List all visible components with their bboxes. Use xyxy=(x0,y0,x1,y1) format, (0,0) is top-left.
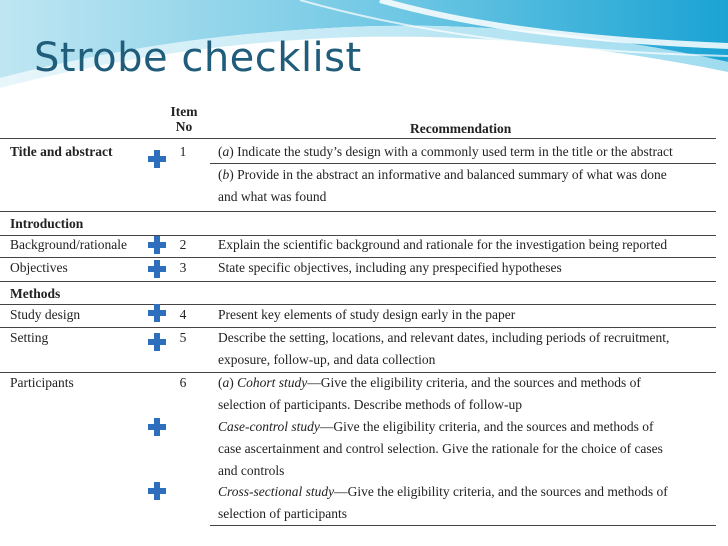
strobe-checklist-table xyxy=(0,100,728,546)
bottom-rule xyxy=(210,525,716,526)
recommendation-text: exposure, follow-up, and data collection xyxy=(218,352,436,367)
recommendation-text: Present key elements of study design early in the paper xyxy=(218,307,516,322)
item-number: 3 xyxy=(179,260,187,275)
plus-icon xyxy=(148,482,166,500)
recommendation-text: (b) Provide in the abstract an informative and balanced summary of what was done xyxy=(218,167,667,182)
recommendation-text: selection of participants xyxy=(218,506,347,521)
item-number: 6 xyxy=(179,375,187,390)
plus-icon xyxy=(148,260,166,278)
recommendation-text: State specific objectives, including any prespecified hypotheses xyxy=(218,260,562,275)
recommendation-text: Explain the scientific background and rationale for the investigation being reported xyxy=(218,237,668,252)
heading-methods: Methods xyxy=(10,286,61,301)
recommendation-text: (a) Indicate the study’s design with a commonly used term in the title or the abstract xyxy=(218,144,673,159)
col-header-no: No xyxy=(175,119,193,134)
item-number: 5 xyxy=(179,330,187,345)
section-background-rationale: Background/rationale xyxy=(10,237,127,252)
col-header-item: Item xyxy=(170,104,198,119)
item-number: 2 xyxy=(179,237,187,252)
section-setting: Setting xyxy=(10,330,49,345)
section-rule xyxy=(0,281,716,282)
heading-introduction: Introduction xyxy=(10,216,84,231)
item-number: 4 xyxy=(179,307,187,322)
recommendation-text: Case-control study—Give the eligibility criteria, and the sources and methods of xyxy=(218,419,654,434)
plus-icon xyxy=(148,236,166,254)
section-objectives: Objectives xyxy=(10,260,68,275)
recommendation-text: Cross-sectional study—Give the eligibility criteria, and the sources and methods of xyxy=(218,484,668,499)
plus-icon xyxy=(148,150,166,168)
plus-icon xyxy=(148,333,166,351)
slide-header xyxy=(0,0,728,100)
item-number: 1 xyxy=(179,144,187,159)
recommendation-text: (a) Cohort study—Give the eligibility criteria, and the sources and methods of xyxy=(218,375,641,390)
recommendation-text: selection of participants. Describe methods of follow-up xyxy=(218,397,523,412)
slide-title: Strobe checklist xyxy=(34,35,362,81)
section-study-design: Study design xyxy=(10,307,81,322)
recommendation-text: case ascertainment and control selection. Give the rationale for the choice of cases xyxy=(218,441,663,456)
col-header-recommendation: Recommendation xyxy=(410,121,512,136)
recommendation-text: Describe the setting, locations, and relevant dates, including periods of recruitment, xyxy=(218,330,670,345)
section-rule xyxy=(0,211,716,212)
plus-icon xyxy=(148,304,166,322)
plus-icon xyxy=(148,418,166,436)
recommendation-text: and controls xyxy=(218,463,285,478)
section-participants: Participants xyxy=(10,375,74,390)
header-rule xyxy=(0,138,716,139)
recommendation-text: and what was found xyxy=(218,189,327,204)
section-title-and-abstract: Title and abstract xyxy=(10,144,113,159)
